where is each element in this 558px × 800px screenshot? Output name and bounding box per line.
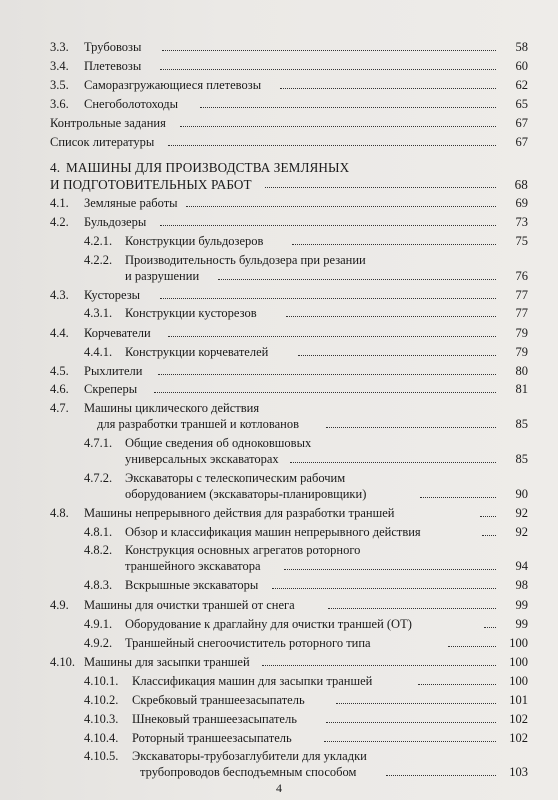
toc-page: 103: [509, 765, 528, 779]
toc-number: 3.6.: [50, 97, 69, 111]
toc-title: Список литературы: [50, 135, 155, 149]
toc-page: 79: [515, 345, 528, 359]
toc-title: Скреперы: [84, 382, 138, 396]
toc-title: Траншейный снегоочиститель роторного типа: [125, 636, 371, 650]
toc-title-line2: траншейного экскаватора: [125, 559, 261, 573]
toc-number: 4.9.: [50, 598, 69, 612]
dot-leader: [180, 116, 496, 127]
toc-page: 98: [515, 578, 528, 592]
toc-page: 65: [515, 97, 528, 111]
toc-number: 4.3.: [50, 288, 69, 302]
dot-leader: [290, 452, 496, 463]
toc-page: 76: [515, 269, 528, 283]
toc-page: 68: [514, 177, 528, 192]
toc-number: 4.10.2.: [84, 693, 119, 707]
toc-number: 4.10.1.: [84, 674, 119, 688]
toc-title: Роторный траншеезасыпатель: [132, 731, 292, 745]
toc-page: 92: [515, 525, 528, 539]
dot-leader: [292, 234, 496, 245]
toc-title: Плетевозы: [84, 59, 142, 73]
dot-leader: [420, 487, 496, 498]
dot-leader: [272, 578, 496, 589]
toc-page: 85: [515, 417, 528, 431]
toc-number: 4.10.3.: [84, 712, 119, 726]
toc-page: 100: [509, 655, 528, 669]
dot-leader: [168, 326, 496, 337]
toc-number: 4.8.1.: [84, 525, 113, 539]
toc-title-line2: оборудованием (экскаваторы-планировщики): [125, 487, 367, 501]
toc-number: 4.2.1.: [84, 234, 113, 248]
toc-page: 73: [515, 215, 528, 229]
page-number: 4: [276, 781, 282, 795]
toc-page: 75: [515, 234, 528, 248]
dot-leader: [326, 712, 496, 723]
toc-page: 90: [515, 487, 528, 501]
dot-leader: [160, 288, 496, 299]
toc-title-line2: трубопроводов бесподъемным способом: [140, 765, 357, 779]
toc-title: Корчеватели: [84, 326, 151, 340]
dot-leader: [218, 269, 496, 280]
toc-page: 69: [515, 196, 528, 210]
toc-page: 58: [515, 40, 528, 54]
toc-number: 4.2.2.: [84, 253, 113, 267]
toc-title: Кусторезы: [84, 288, 141, 302]
toc-title: Классификация машин для засыпки траншей: [132, 674, 373, 688]
toc-title: Шнековый траншеезасыпатель: [132, 712, 297, 726]
dot-leader: [265, 177, 496, 188]
toc-page: 100: [509, 636, 528, 650]
toc-number: 4.10.4.: [84, 731, 119, 745]
toc-title: Скребковый траншеезасыпатель: [132, 693, 305, 707]
toc-title: Контрольные задания: [50, 116, 166, 130]
toc-page: 92: [515, 506, 528, 520]
toc-page: 102: [509, 712, 528, 726]
toc-title: Конструкции бульдозеров: [125, 234, 264, 248]
toc-number: 4.5.: [50, 364, 69, 378]
toc-page: 85: [515, 452, 528, 466]
toc-page: 77: [515, 288, 528, 302]
dot-leader: [162, 40, 496, 51]
toc-number: 4.7.1.: [84, 436, 113, 450]
toc-page: 62: [515, 78, 528, 92]
dot-leader: [280, 78, 496, 89]
toc-page: 100: [509, 674, 528, 688]
toc-title: МАШИНЫ ДЛЯ ПРОИЗВОДСТВА ЗЕМЛЯНЫХ: [66, 160, 350, 175]
dot-leader: [418, 674, 496, 685]
dot-leader: [168, 135, 496, 146]
dot-leader: [200, 97, 496, 108]
toc-page: 60: [515, 59, 528, 73]
dot-leader: [328, 598, 496, 609]
dot-leader: [186, 196, 496, 207]
dot-leader: [326, 417, 496, 428]
dot-leader: [480, 506, 496, 517]
toc-number: 4.3.1.: [84, 306, 113, 320]
toc-number: 4.9.1.: [84, 617, 113, 631]
toc-title: Машины для засыпки траншей: [84, 655, 250, 669]
toc-number: 4.8.: [50, 506, 69, 520]
toc-page: 81: [515, 382, 528, 396]
toc-number: 4.10.5.: [84, 749, 119, 763]
dot-leader: [154, 382, 496, 393]
toc-number: 3.5.: [50, 78, 69, 92]
toc-title: Машины для очистки траншей от снега: [84, 598, 295, 612]
toc-number: 4.10.: [50, 655, 75, 669]
toc-title: Экскаваторы-трубозаглубители для укладки: [132, 749, 367, 763]
dot-leader: [386, 765, 496, 776]
dot-leader: [262, 655, 496, 666]
toc-title: Конструкции кусторезов: [125, 306, 257, 320]
toc-page: 99: [515, 598, 528, 612]
toc-title-line2: для разработки траншей и котлованов: [97, 417, 299, 431]
toc-number: 4.4.: [50, 326, 69, 340]
toc-title: Снегоболотоходы: [84, 97, 179, 111]
toc-number: 4.8.2.: [84, 543, 113, 557]
toc-title: Машины циклического действия: [84, 401, 260, 415]
toc-number: 4.: [50, 160, 61, 175]
toc-title: Конструкции корчевателей: [125, 345, 269, 359]
dot-leader: [158, 364, 496, 375]
dot-leader: [160, 215, 496, 226]
toc-title-line2: и разрушении: [125, 269, 200, 283]
toc-number: 4.7.: [50, 401, 69, 415]
toc-number: 4.8.3.: [84, 578, 113, 592]
toc-page: 99: [515, 617, 528, 631]
dot-leader: [484, 617, 496, 628]
dot-leader: [284, 559, 496, 570]
toc-page: 94: [515, 559, 528, 573]
toc-title: Саморазгружающиеся плетевозы: [84, 78, 262, 92]
dot-leader: [336, 693, 496, 704]
dot-leader: [482, 525, 496, 536]
dot-leader: [160, 59, 496, 70]
toc-number: 3.3.: [50, 40, 69, 54]
toc-page: 101: [509, 693, 528, 707]
toc-title: Оборудование к драглайну для очистки траншей (ОТ): [125, 617, 412, 631]
toc-page: 79: [515, 326, 528, 340]
toc-page: 67: [515, 116, 528, 130]
toc-number: 4.4.1.: [84, 345, 113, 359]
toc-page: 77: [515, 306, 528, 320]
toc-title: Бульдозеры: [84, 215, 147, 229]
toc-page: 80: [515, 364, 528, 378]
toc-title: Рыхлители: [84, 364, 143, 378]
dot-leader: [298, 345, 496, 356]
toc-title: Машины непрерывного действия для разработки траншей: [84, 506, 395, 520]
toc-title: Экскаваторы с телескопическим рабочим: [125, 471, 346, 485]
dot-leader: [448, 636, 496, 647]
toc-title: Обзор и классификация машин непрерывного действия: [125, 525, 421, 539]
toc-page: 67: [515, 135, 528, 149]
dot-leader: [324, 731, 496, 742]
toc-number: 4.9.2.: [84, 636, 113, 650]
toc-number: 4.6.: [50, 382, 69, 396]
toc-number: 4.7.2.: [84, 471, 113, 485]
toc-page: 102: [509, 731, 528, 745]
toc-title-line2: универсальных экскаваторах: [125, 452, 279, 466]
toc-title-line2: И ПОДГОТОВИТЕЛЬНЫХ РАБОТ: [50, 177, 252, 192]
toc-number: 4.2.: [50, 215, 69, 229]
toc-number: 3.4.: [50, 59, 69, 73]
toc-title: Вскрышные экскаваторы: [125, 578, 259, 592]
toc-title: Общие сведения об одноковшовых: [125, 436, 312, 450]
toc-title: Трубовозы: [84, 40, 142, 54]
toc-title: Производительность бульдозера при резании: [125, 253, 366, 267]
toc-title: Конструкция основных агрегатов роторного: [125, 543, 361, 557]
toc-number: 4.1.: [50, 196, 69, 210]
dot-leader: [286, 306, 496, 317]
toc-title: Земляные работы: [84, 196, 178, 210]
